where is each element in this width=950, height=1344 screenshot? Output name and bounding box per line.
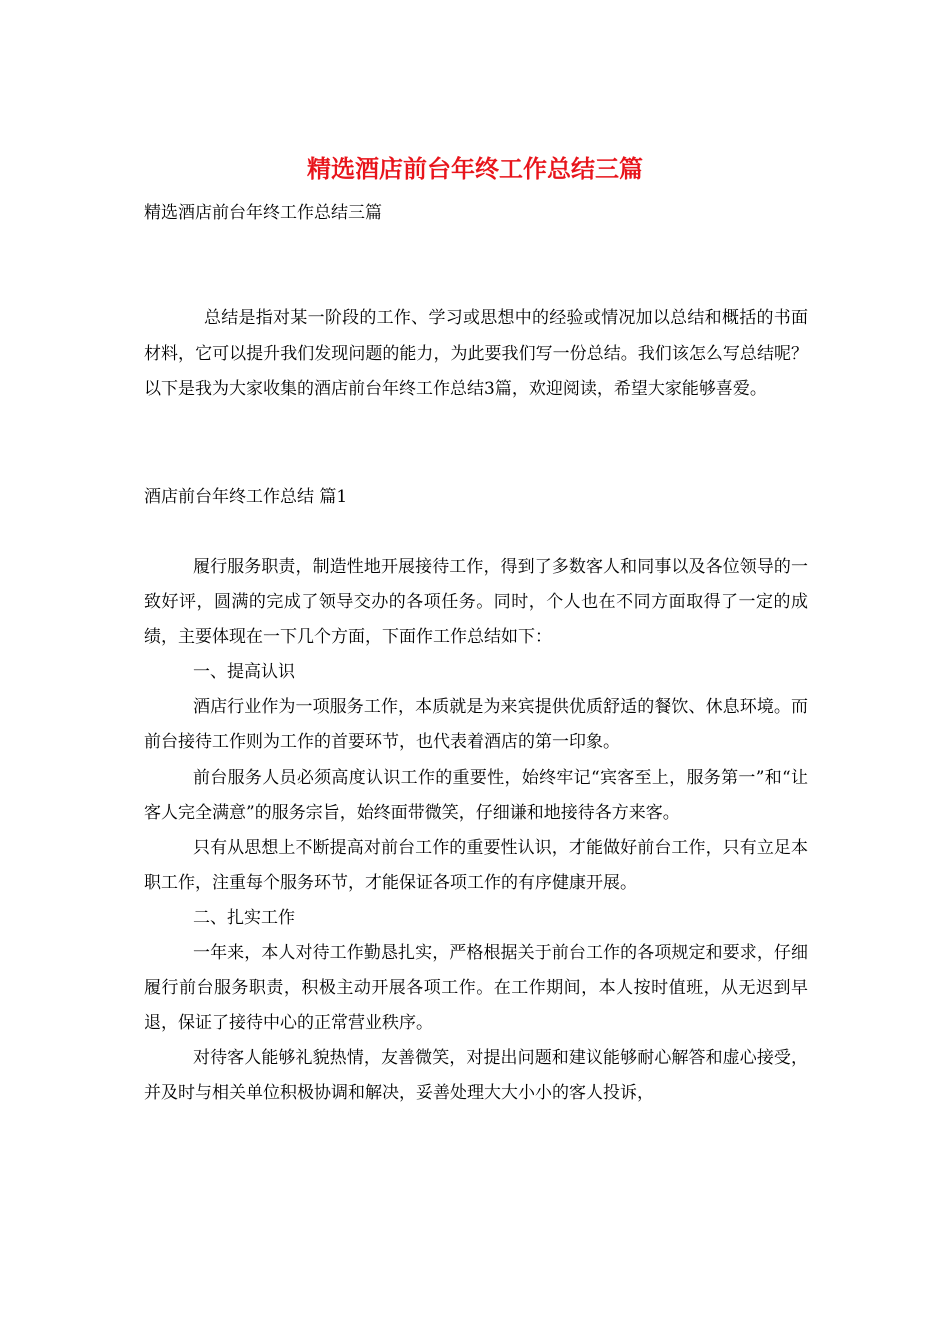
body-paragraph: 对待客人能够礼貌热情，友善微笑，对提出问题和建议能够耐心解答和虚心接受，并及时与相关单位积极协调和解决，妥善处理大大小小的客人投诉， [144, 1048, 808, 1104]
body-text [144, 550, 808, 1112]
subheading-raise-awareness: 一、提高认识 [193, 662, 295, 683]
intro-paragraph: 总结是指对某一阶段的工作、学习或思想中的经验或情况加以总结和概括的书面材料，它可以提升我们发现问题的能力，为此要我们写一份总结。我们该怎么写总结呢？以下是我为大家收集的酒店前台年终工作总结3篇，欢迎阅读，希望大家能够喜爱。 [144, 308, 808, 399]
subheading-solid-work: 二、扎实工作 [193, 907, 295, 928]
body-paragraph: 一年来，本人对待工作勤恳扎实，严格根据关于前台工作的各项规定和要求，仔细履行前台服务职责，积极主动开展各项工作。在工作期间，本人按时值班，从无迟到早退，保证了接待中心的正常营业秩序。 [144, 943, 808, 1034]
section-heading: 酒店前台年终工作总结 篇1 [144, 487, 348, 507]
body-paragraph: 前台服务人员必须高度认识工作的重要性，始终牢记“宾客至上，服务第一”和“让客人完全满意”的服务宗旨，始终面带微笑，仔细谦和地接待各方来客。 [144, 767, 808, 823]
body-paragraph: 酒店行业作为一项服务工作，本质就是为来宾提供优质舒适的餐饮、休息环境。而前台接待工作则为工作的首要环节，也代表着酒店的第一印象。 [144, 697, 808, 753]
document-subtitle: 精选酒店前台年终工作总结三篇 [144, 203, 382, 223]
document-title: 精选酒店前台年终工作总结三篇 [307, 154, 643, 183]
body-paragraph: 只有从思想上不断提高对前台工作的重要性认识，才能做好前台工作，只有立足本职工作，注重每个服务环节，才能保证各项工作的有序健康开展。 [144, 837, 808, 893]
body-paragraph: 履行服务职责，制造性地开展接待工作，得到了多数客人和同事以及各位领导的一致好评，圆满的完成了领导交办的各项任务。同时，个人也在不同方面取得了一定的成绩，主要体现在一下几个方面，下面作工作总结如下： [144, 557, 808, 648]
